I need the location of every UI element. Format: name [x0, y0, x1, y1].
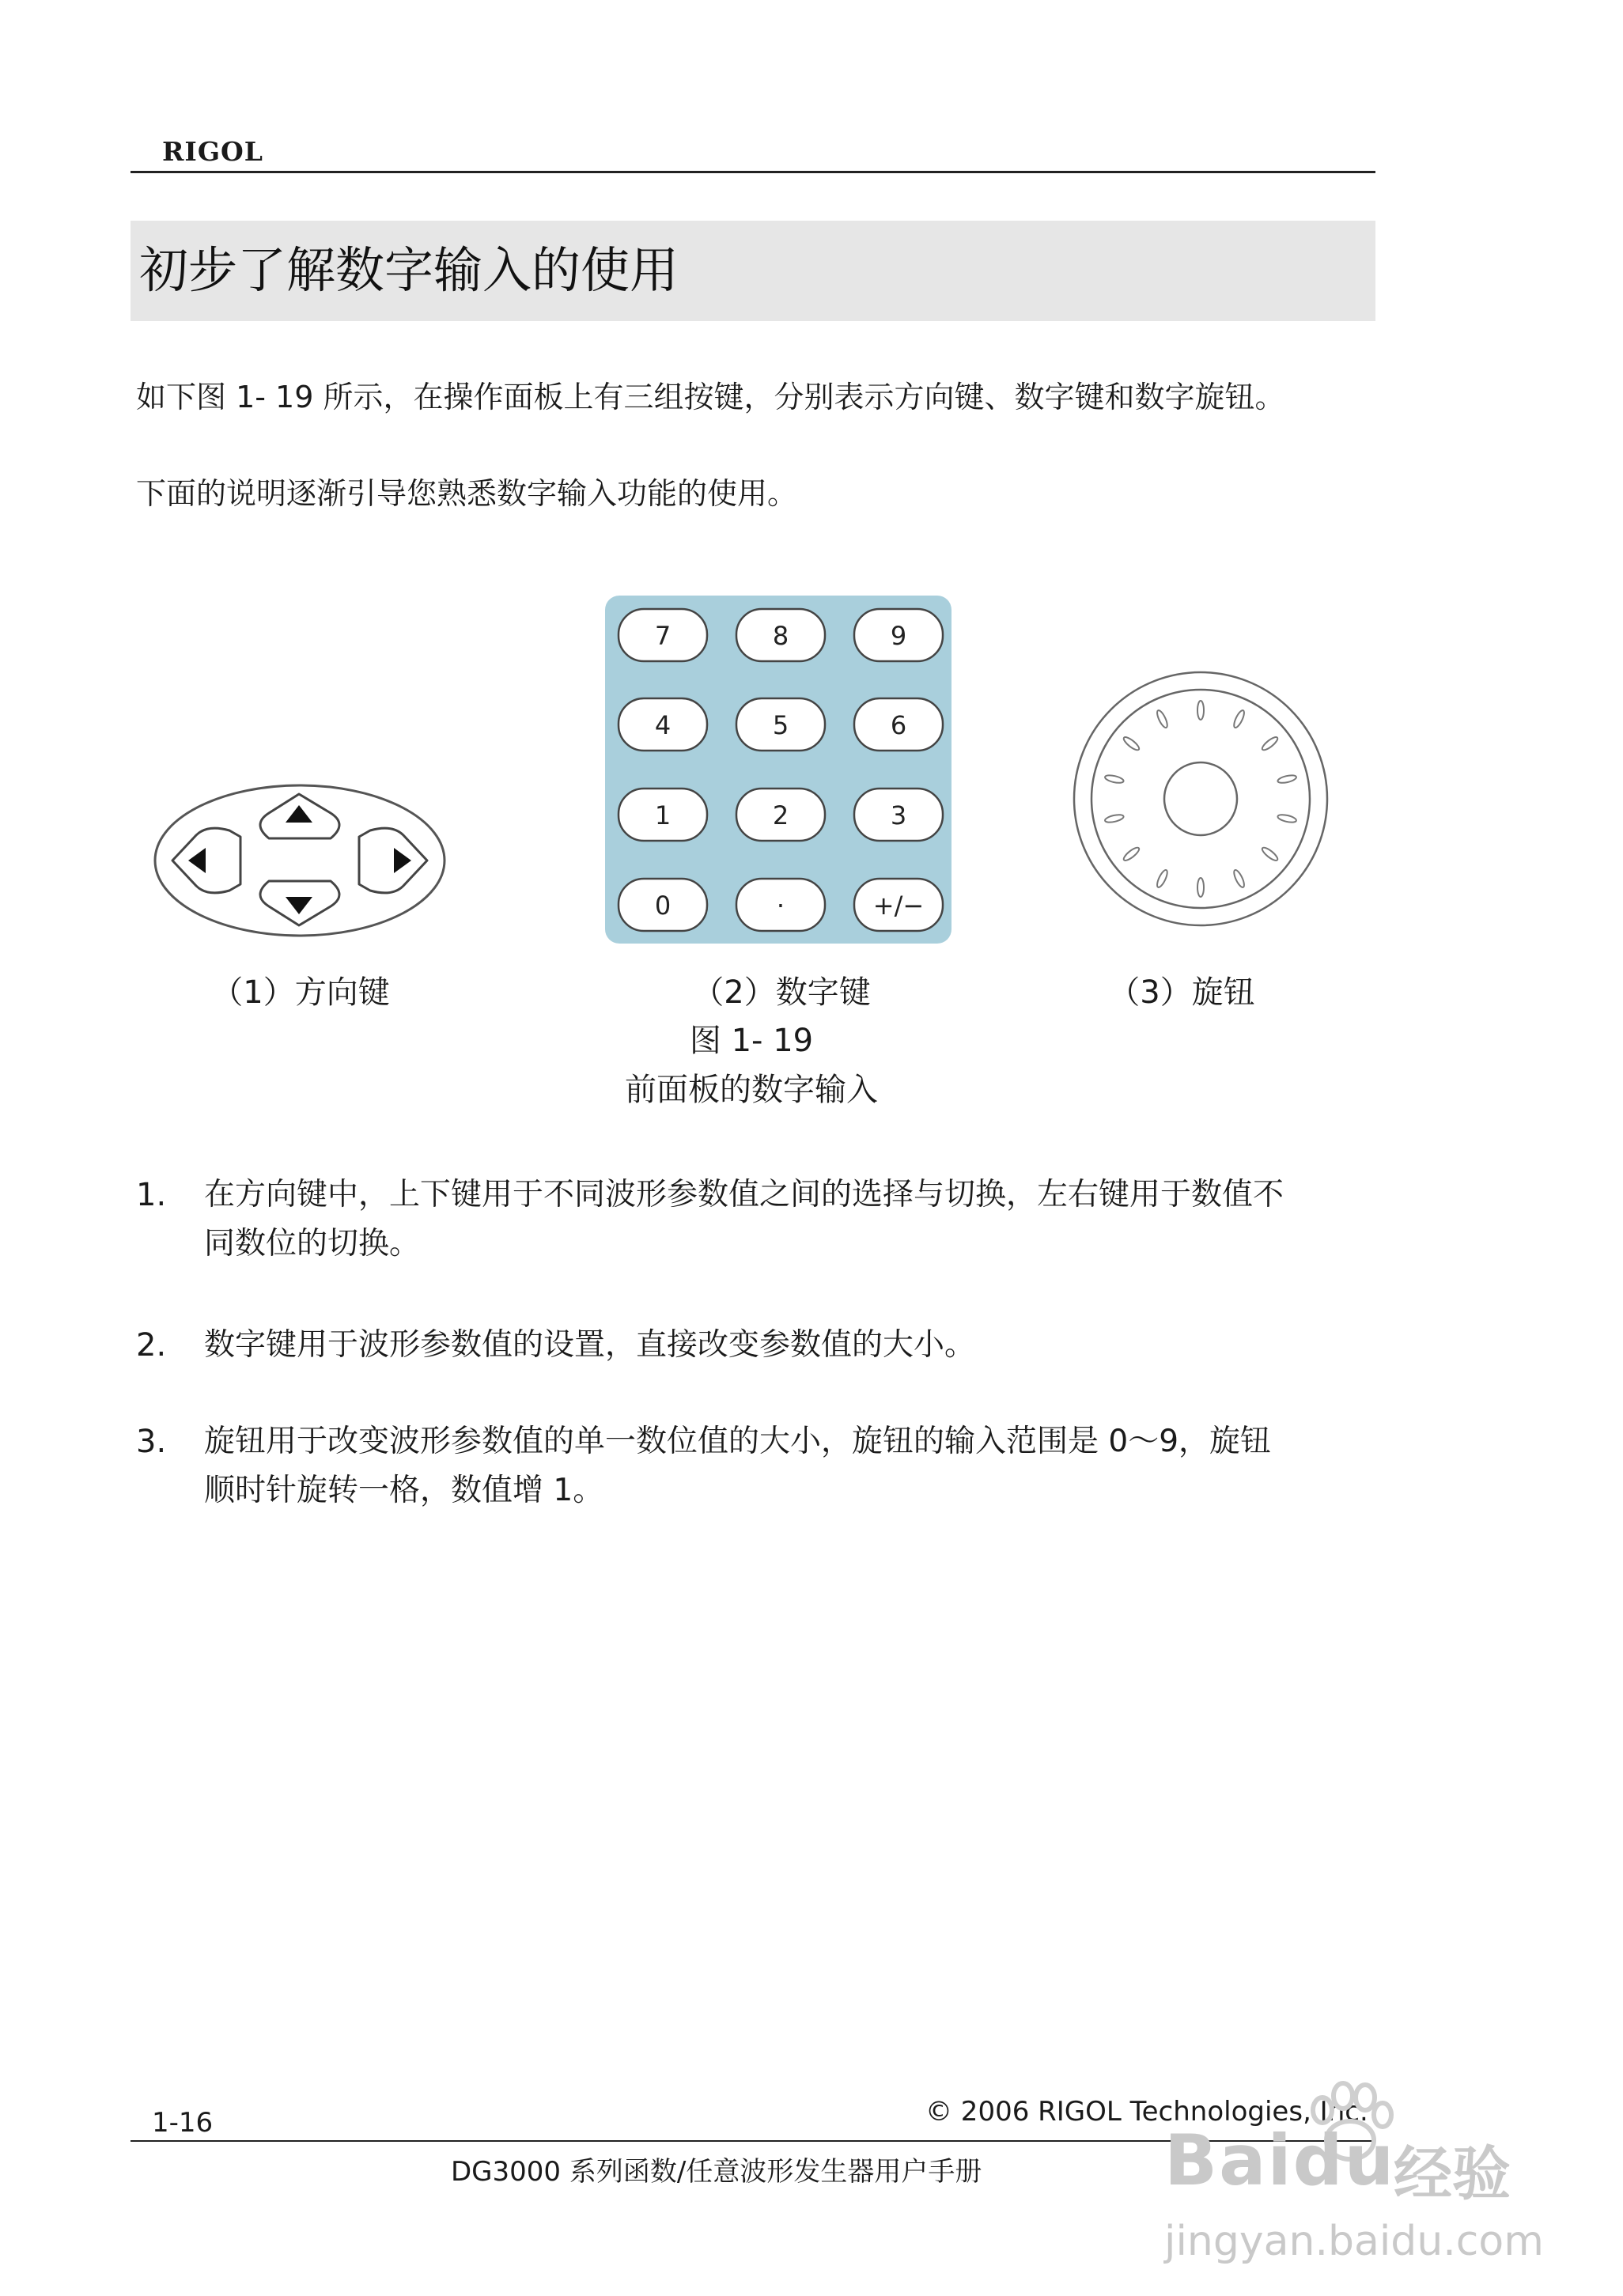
keypad-key-label: 8 — [772, 621, 789, 651]
watermark-url: jingyan.baidu.com — [1164, 2218, 1544, 2265]
arrow-keys — [155, 785, 445, 936]
list-item — [204, 1321, 1375, 1370]
keypad-key[interactable] — [619, 698, 707, 751]
keypad-key[interactable] — [619, 789, 707, 841]
keypad-key-label: 6 — [890, 710, 907, 740]
keypad-key[interactable] — [736, 698, 825, 751]
keypad-key[interactable] — [854, 789, 943, 841]
keypad-key-label: 9 — [890, 621, 907, 651]
list-item-number: 3. — [136, 1424, 167, 1460]
keypad-key-label: +/− — [872, 891, 925, 921]
list-item-line: 在方向键中，上下键用于不同波形参数值之间的选择与切换，左右键用于数值不 — [204, 1177, 1284, 1212]
keypad-key[interactable] — [736, 789, 825, 841]
list-item-number: 2. — [136, 1327, 167, 1364]
keypad-key-label: 3 — [890, 800, 907, 830]
page-number: 1-16 — [152, 2107, 214, 2139]
keypad-key[interactable] — [854, 698, 943, 751]
rotary-knob[interactable] — [1074, 672, 1327, 925]
keypad-key-label: 1 — [654, 800, 672, 830]
numeric-keypad — [605, 596, 951, 944]
list-item-line: 旋钮用于改变波形参数值的单一数位值的大小，旋钮的输入范围是 0～9，旋钮 — [204, 1424, 1272, 1459]
copyright: © 2006 RIGOL Technologies, Inc. — [925, 2096, 1368, 2128]
list-item-line: 同数位的切换。 — [204, 1226, 421, 1261]
keypad-key[interactable] — [619, 879, 707, 931]
intro-paragraph-2: 下面的说明逐渐引导您熟悉数字输入功能的使用。 — [136, 476, 798, 511]
list-item-line: 数字键用于波形参数值的设置，直接改变参数值的大小。 — [204, 1327, 976, 1363]
knob-label: （3）旋钮 — [1108, 974, 1255, 1011]
section-title: 初步了解数字输入的使用 — [139, 241, 679, 299]
keypad-key[interactable] — [619, 609, 707, 661]
brand-logo: RIGOL — [162, 136, 263, 167]
list-item-number: 1. — [136, 1177, 167, 1213]
list-item — [204, 1171, 1375, 1269]
figure-number: 图 1- 19 — [689, 1023, 814, 1059]
manual-title: DG3000 系列函数/任意波形发生器用户手册 — [451, 2156, 982, 2188]
intro-paragraph-1: 如下图 1- 19 所示，在操作面板上有三组按键，分别表示方向键、数字键和数字旋钮。 — [136, 380, 1285, 414]
front-panel-figure — [0, 0, 1623, 1028]
keypad-label: （2）数字键 — [692, 974, 871, 1011]
watermark-brand: Baidu — [1164, 2120, 1396, 2201]
list-item-line: 顺时针旋转一格，数值增 1。 — [204, 1473, 604, 1508]
keypad-key[interactable] — [854, 609, 943, 661]
figure-title: 前面板的数字输入 — [625, 1072, 878, 1108]
keypad-key-label: 2 — [772, 800, 789, 830]
keypad-key-label: 5 — [772, 710, 789, 740]
keypad-key[interactable] — [736, 609, 825, 661]
keypad-key-label: · — [776, 891, 785, 921]
keypad-key-label: 0 — [654, 891, 672, 921]
keypad-key-label: 4 — [654, 710, 672, 740]
arrow-keys-label: （1）方向键 — [211, 974, 390, 1011]
watermark-product: 经验 — [1394, 2140, 1511, 2208]
keypad-key[interactable] — [736, 879, 825, 931]
keypad-key-label: 7 — [654, 621, 672, 651]
list-item — [204, 1417, 1375, 1515]
keypad-key[interactable] — [854, 879, 943, 931]
